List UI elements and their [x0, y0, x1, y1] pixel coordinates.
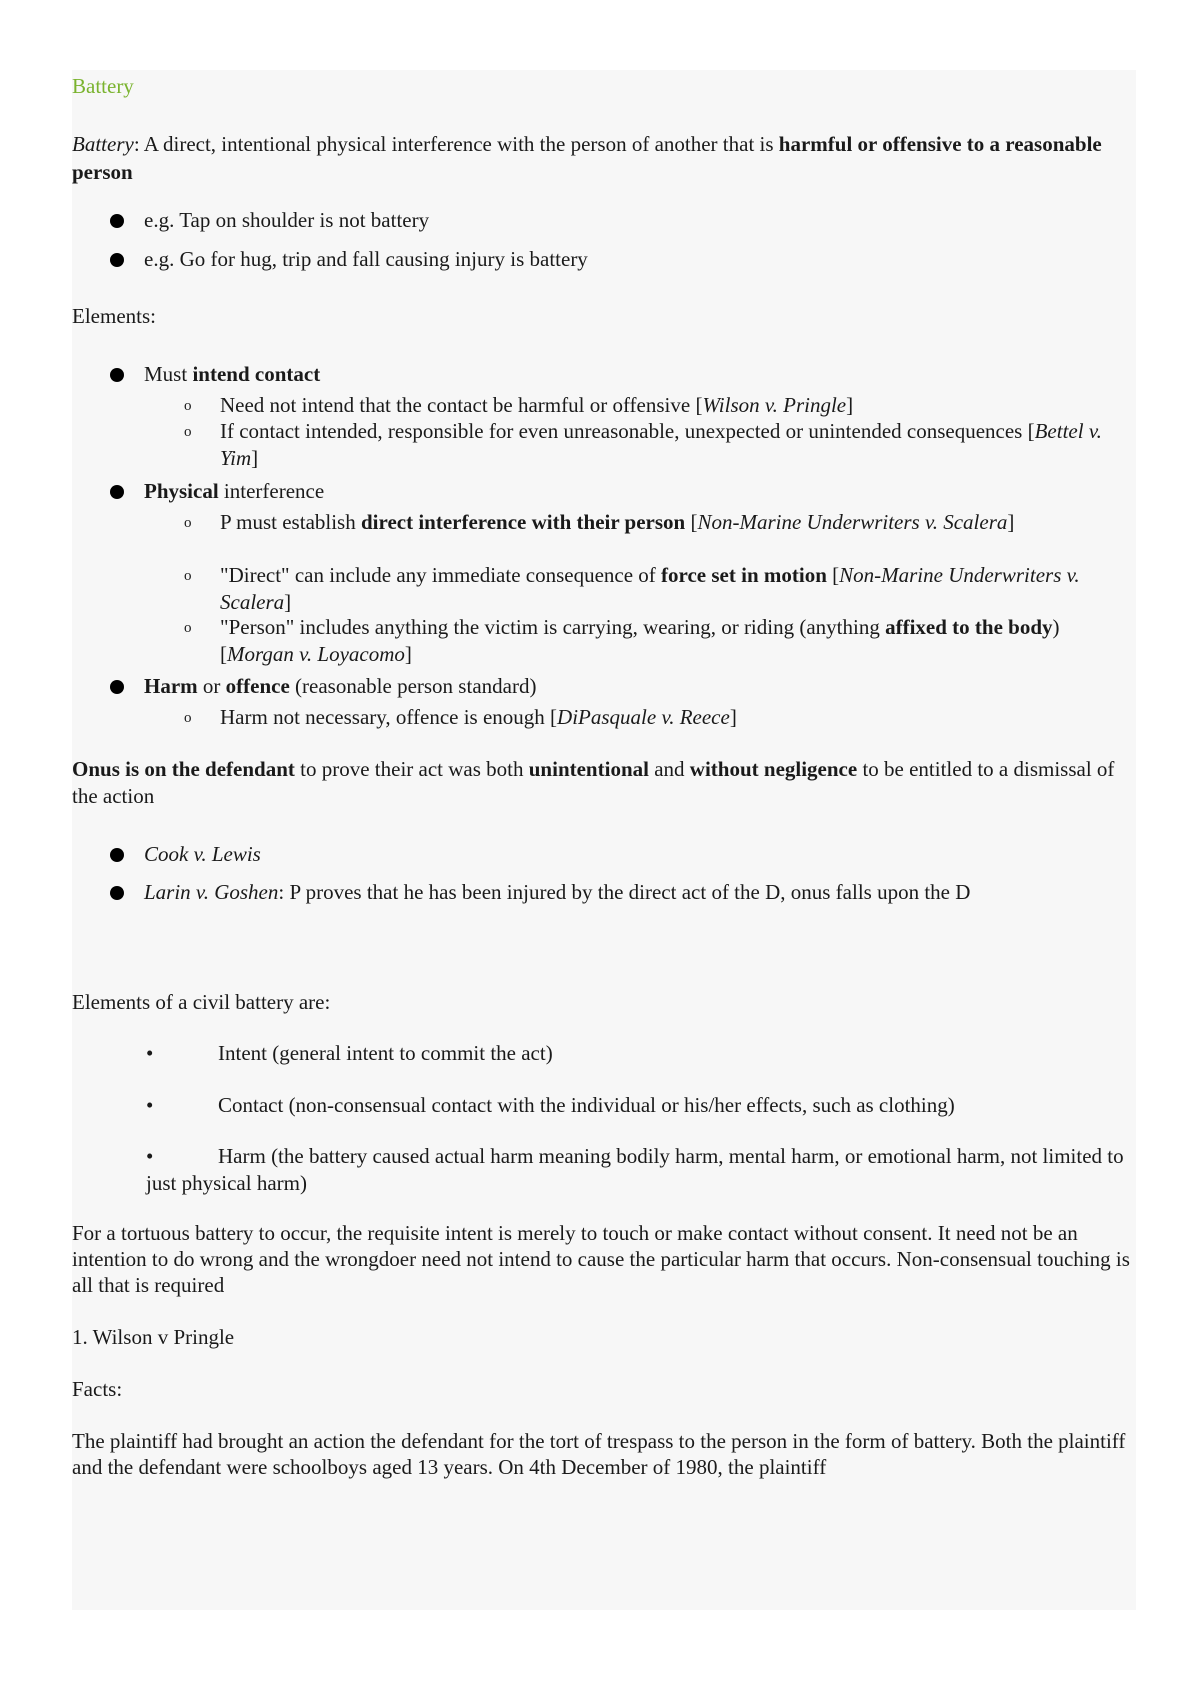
sub-text: If contact intended, responsible for even unreasonable, unexpected or unintended consequences [	[220, 419, 1035, 443]
civil-item	[146, 1091, 1136, 1119]
sub-marker: o	[184, 424, 192, 440]
sub-item	[182, 509, 1112, 537]
bracket-close: ]	[404, 642, 412, 666]
bullet-icon	[110, 368, 124, 382]
case-text: : P proves that he has been injured by the direct act of the D, onus falls upon the D	[278, 880, 971, 904]
civil-elements-label: Elements of a civil battery are:	[72, 990, 331, 1014]
sub-item	[182, 562, 1112, 616]
onus-bold: without negligence	[689, 757, 858, 781]
elements-label: Elements:	[72, 304, 156, 328]
onus-bold: Onus is on the defendant	[72, 757, 295, 781]
element-text: or	[197, 674, 226, 698]
facts-label: Facts:	[72, 1377, 123, 1401]
element-text: Must	[144, 362, 193, 386]
example-text: e.g. Go for hug, trip and fall causing injury is battery	[144, 247, 588, 271]
case-citation: Larin v. Goshen	[144, 880, 279, 904]
bullet-icon	[110, 253, 124, 267]
case-citation: Non-Marine Underwriters v. Scalera	[697, 510, 1008, 534]
sub-marker: o	[184, 620, 192, 636]
bracket-close: ]	[251, 446, 259, 470]
sub-text: Need not intend that the contact be harmful or offensive [	[220, 393, 703, 417]
sub-marker: o	[184, 568, 192, 584]
civil-item-text: Intent (general intent to commit the act)	[218, 1041, 553, 1065]
case-citation: Morgan v. Loyacomo	[227, 642, 405, 666]
definition-text: : A direct, intentional physical interference with the person of another that is	[133, 132, 779, 156]
sub-marker: o	[184, 710, 192, 726]
bracket-close: ]	[729, 705, 737, 729]
bullet-icon	[110, 485, 124, 499]
civil-item-text: Contact (non-consensual contact with the individual or his/her effects, such as clothing)	[218, 1093, 955, 1117]
example-item	[110, 206, 1110, 234]
bullet-icon: •	[146, 1093, 154, 1117]
case-citation: DiPasquale v. Reece	[557, 705, 730, 729]
sub-text: ) [	[220, 615, 1060, 666]
sub-text: "Direct" can include any immediate consequence of	[220, 563, 662, 587]
element-bold: offence	[225, 674, 290, 698]
sub-text: [	[685, 510, 698, 534]
case-citation: Bettel v. Yim	[220, 419, 1102, 470]
bullet-icon: •	[146, 1041, 154, 1065]
sub-text: P must establish	[220, 510, 361, 534]
sub-text: [	[826, 563, 840, 587]
sub-item	[182, 614, 1112, 668]
onus-paragraph	[72, 756, 1136, 810]
definition-term: Battery	[72, 132, 134, 156]
civil-item	[146, 1143, 1136, 1197]
tortuous-paragraph: For a tortuous battery to occur, the requisite intent is merely to touch or make contact without consent. It need not be an intention to do wrong and the wrongdoer need not intend to cause the particular harm that occurs. Non-consensual touching is all that is required	[72, 1221, 1130, 1297]
sub-marker: o	[184, 398, 192, 414]
element-bold: Harm	[144, 674, 198, 698]
case-citation: Non-Marine Underwriters v. Scalera	[220, 563, 1080, 614]
onus-bold: unintentional	[528, 757, 649, 781]
example-item	[110, 245, 1110, 273]
sub-item	[182, 418, 1112, 472]
sub-item	[182, 704, 1112, 732]
sub-bold: direct interference with their person	[360, 510, 686, 534]
bullet-icon	[110, 680, 124, 694]
example-text: e.g. Tap on shoulder is not battery	[144, 208, 430, 232]
case-citation: Wilson v. Pringle	[702, 393, 847, 417]
facts-paragraph: The plaintiff had brought an action the defendant for the tort of trespass to the person in the form of battery. Both the plaintiff and the defendant were schoolboys aged 13 years. On 4th December of 1980, the plaintiff	[72, 1429, 1126, 1479]
element-physical	[110, 477, 1110, 505]
sub-bold: force set in motion	[661, 563, 827, 587]
bullet-icon: •	[146, 1144, 154, 1168]
bracket-close: ]	[1007, 510, 1015, 534]
battery-definition	[72, 130, 1136, 186]
element-bold: Physical	[144, 479, 219, 503]
sub-marker: o	[184, 515, 192, 531]
onus-text: to be entitled to a dismissal of the action	[72, 757, 1115, 808]
case-item	[110, 840, 1110, 868]
element-bold: intend contact	[192, 362, 321, 386]
civil-item	[146, 1039, 1136, 1067]
element-text: (reasonable person standard)	[289, 674, 537, 698]
element-harm	[110, 672, 1110, 700]
bullet-icon	[110, 848, 124, 862]
bracket-close: ]	[284, 590, 292, 614]
civil-item-text: Harm (the battery caused actual harm meaning bodily harm, mental harm, or emotional harm, not limited to just physical harm)	[146, 1144, 1124, 1195]
case-item	[110, 878, 1110, 906]
document-page	[72, 70, 1136, 1610]
case-citation: Cook v. Lewis	[144, 842, 261, 866]
sub-bold: affixed to the body	[885, 615, 1053, 639]
element-intend	[110, 360, 1110, 388]
sub-text: Harm not necessary, offence is enough [	[220, 705, 558, 729]
sub-item	[182, 392, 1112, 420]
bracket-close: ]	[846, 393, 854, 417]
bullet-icon	[110, 214, 124, 228]
onus-text: and	[648, 757, 690, 781]
bullet-icon	[110, 886, 124, 900]
definition-bold: harmful or offensive to a reasonable person	[72, 132, 1102, 184]
case-heading: 1. Wilson v Pringle	[72, 1325, 235, 1349]
sub-text: "Person" includes anything the victim is carrying, wearing, or riding (anything	[220, 615, 886, 639]
section-title: Battery	[72, 74, 134, 98]
onus-text: to prove their act was both	[294, 757, 529, 781]
element-text: interference	[218, 479, 325, 503]
